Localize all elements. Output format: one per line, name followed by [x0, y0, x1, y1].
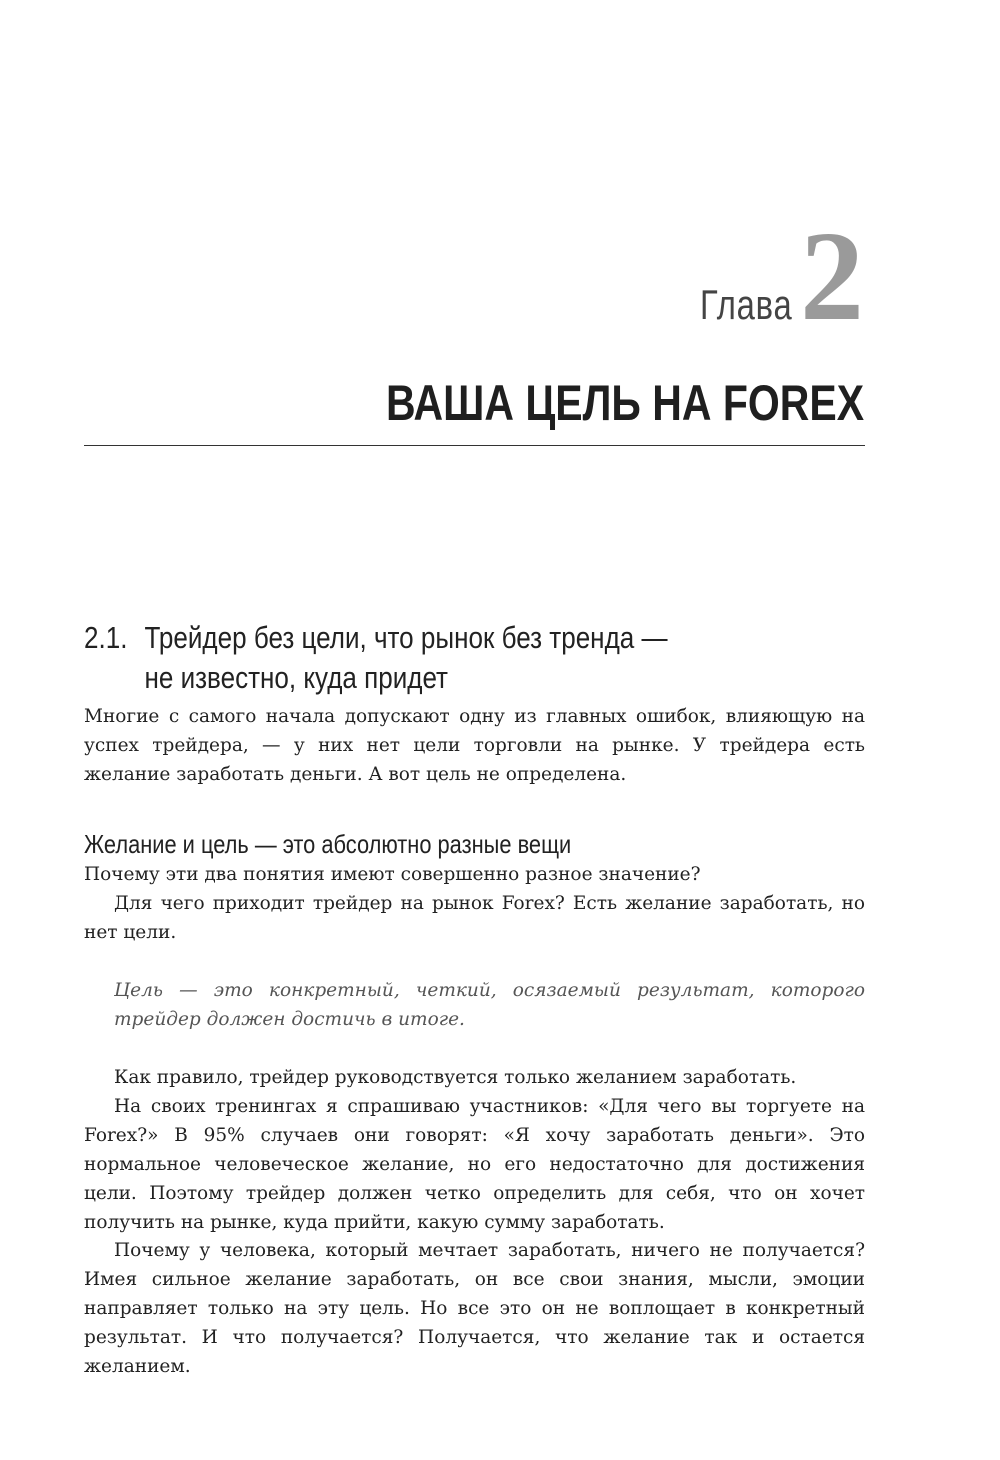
intro-paragraph: Многие с самого начала допускают одну из главных ошибок, влияющую на успех трейдера, — у них нет цели торговли на рынке. У трейдера есть желание заработать деньги. А вот цель не определена. [84, 706, 865, 785]
section-number: 2.1. [84, 620, 128, 655]
body-paragraph-3: Почему у человека, который мечтает заработать, ничего не получается? Имея сильное желание заработать, он все свои знания, мысли, эмоции направляет только на эту цель. Но все это он не воплощает в конкретный результат. И что получается? Получается, что желание так и остается желанием. [84, 1240, 865, 1377]
question-paragraph: Почему эти два понятия имеют совершенно разное значение? [84, 864, 701, 885]
chapter-title: ВАША ЦЕЛЬ НА FOREX [385, 375, 864, 431]
section-heading [84, 618, 756, 698]
body-paragraph-1: Как правило, трейдер руководствуется только желанием заработать. [114, 1067, 797, 1088]
chapter-divider [84, 445, 865, 446]
section-title-line1: Трейдер без цели, что рынок без тренда — [144, 620, 668, 655]
definition-quote: Цель — это конкретный, четкий, осязаемый результат, которого трейдер должен достичь в итоге. [114, 980, 865, 1030]
chapter-number: 2 [800, 205, 864, 347]
chapter-word: Глава [699, 281, 792, 328]
subheading: Желание и цель — это абсолютно разные вещи [84, 829, 572, 859]
body-paragraph-2: На своих тренингах я спрашиваю участников: «Для чего вы торгуете на Forex?» В 95% случаев они говорят: «Я хочу заработать деньги». Это нормальное человеческое желание, но его недостаточно для достижения цели. Поэтому трейдер должен четко определить для себя, что он хочет получить на рынке, куда прийти, какую сумму заработать. [84, 1096, 865, 1233]
chapter-label [674, 205, 864, 347]
question-paragraph-2: Для чего приходит трейдер на рынок Forex? Есть желание заработать, но нет цели. [84, 893, 865, 943]
section-title-line2: не известно, куда придет [144, 660, 448, 695]
